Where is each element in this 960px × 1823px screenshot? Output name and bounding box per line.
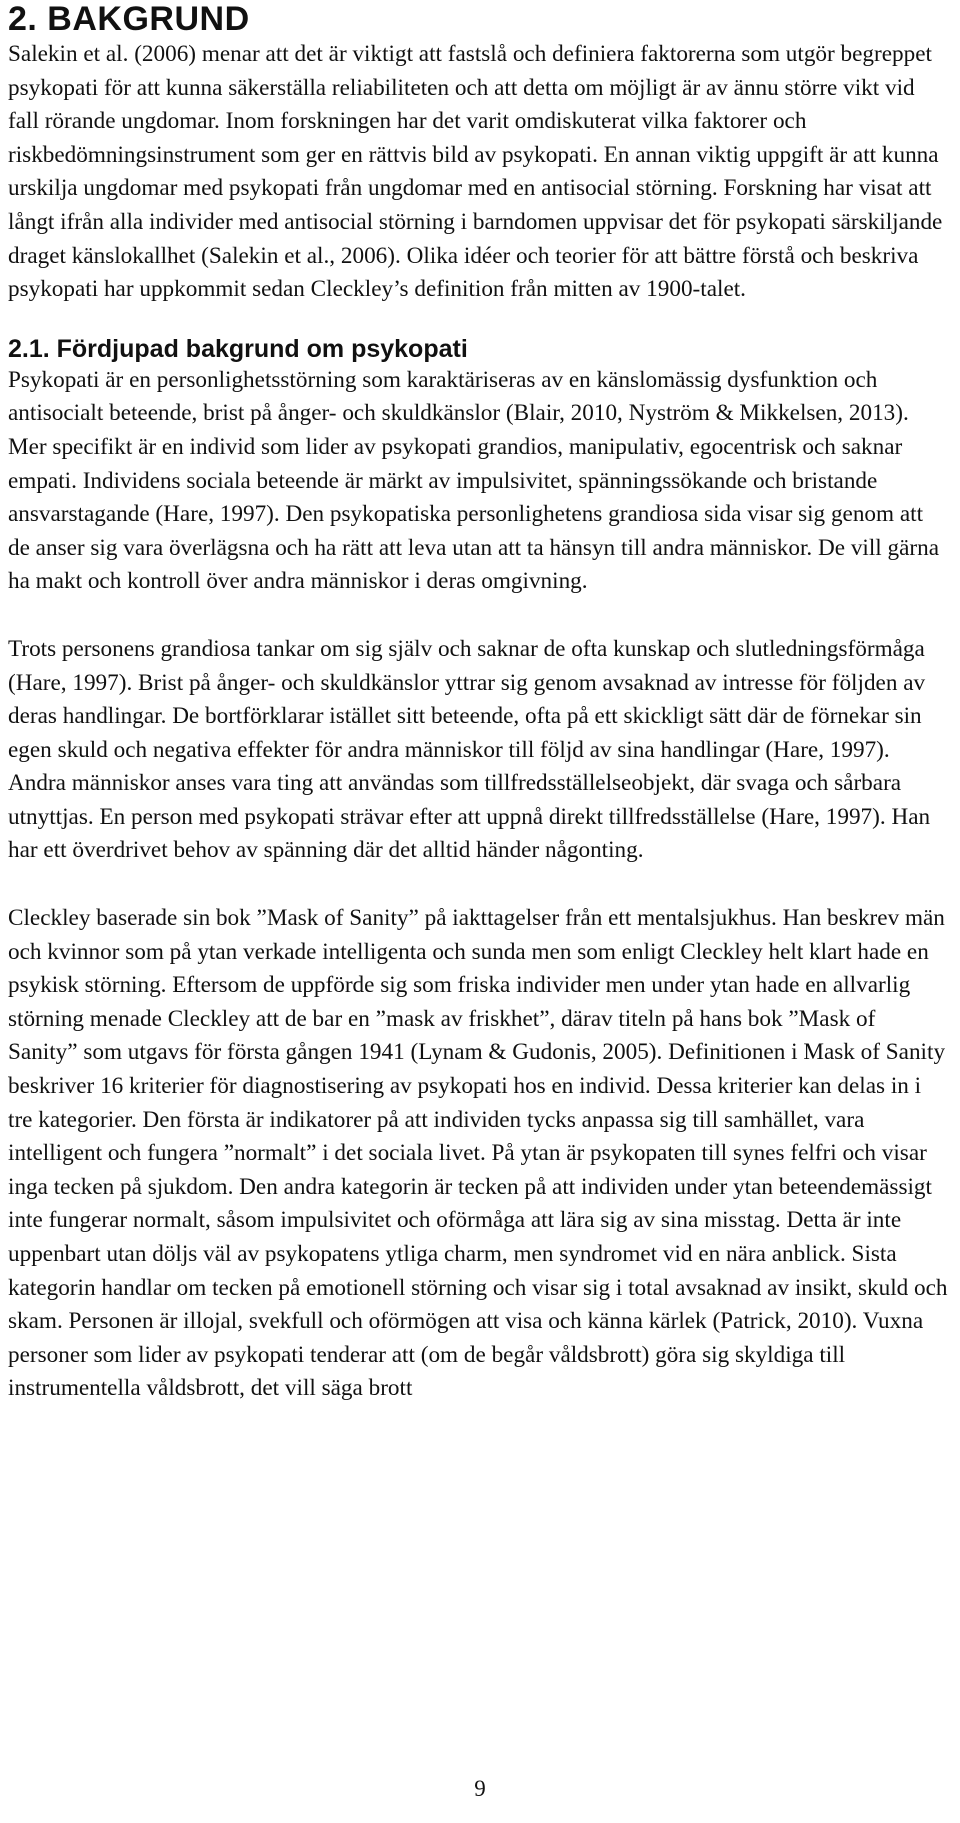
subsection-paragraph-1: Psykopati är en personlighetsstörning som karaktäriseras av en känslomässig dysfunktion och antisocialt beteende, brist på ånger- och skuldkänslor (Blair, 2010, Nyström & Mikkelsen, 2013). Mer specifikt är en individ som lider av psykopati grandios, manipulativ, egocentrisk och saknar empati. Individens sociala beteende är märkt av impulsivitet, spänningssökande och bristande ansvarstagande (Hare, 1997). Den psykopatiska personlighetens grandiosa sida visar sig genom att de anser sig vara överlägsna och ha rätt att leva utan att ta hänsyn till andra människor. De vill gärna ha makt och kontroll över andra människor i deras omgivning. — [8, 366, 940, 595]
spacer — [8, 599, 948, 633]
subsection-paragraph-3: Cleckley baserade sin bok ”Mask of Sanity” på iakttagelser från ett mentalsjukhus. Han beskrev män och kvinnor som på ytan verkade intelligenta och sunda men som enligt Cleckley helt klart hade en psykisk störning. Eftersom de uppförde sig som friska individer men under ytan hade en allvarlig störning menade Cleckley att de bar en ”mask av friskhet”, därav titeln på hans bok ”Mask of Sanity” som utgavs för första gången 1941 (Lynam & Gudonis, 2005). Definitionen i Mask of Sanity beskriver 16 kriterier för diagnostisering av psykopati hos en individ. Dessa kriterier kan delas in i tre kategorier. Den första är indikatorer på att individen tycks anpassa sig till samhället, vara intelligent och fungera ”normalt” i det sociala livet. På ytan är psykopaten till synes felfri och visar inga tecken på sjukdom. Den andra kategorin är tecken på att individen under ytan beteendemässigt inte fungerar normalt, såsom impulsivitet och oförmåga att lära sig av sina misstag. Detta är inte uppenbart utan döljs väl av psykopatens ytliga charm, men syndromet vid en nära anblick. Sista kategorin handlar om tecken på emotionell störning och visar sig i total avsaknad av insikt, skuld och skam. Personen är illojal, svekfull och oförmögen att visa och känna kärlek (Patrick, 2010). Vuxna personer som lider av psykopati tenderar att (om de begår våldsbrott) göra sig skyldiga till instrumentella våldsbrott, det vill säga brott — [8, 905, 948, 1402]
spacer — [8, 307, 948, 334]
subsection-heading: 2.1. Fördjupad bakgrund om psykopati — [8, 334, 468, 363]
document-page — [8, 0, 948, 1406]
spacer — [8, 868, 948, 902]
page-number: 9 — [474, 1776, 486, 1801]
section-paragraph: Salekin et al. (2006) menar att det är viktigt att fastslå och definiera faktorerna som utgör begreppet psykopati för att kunna säkerställa reliabiliteten och att detta om möjligt är av ännu större vikt vid fall rörande ungdomar. Inom forskningen har det varit omdiskuterat vilka faktorer och riskbedömningsinstrument som ger en rättvis bild av psykopati. En annan viktig uppgift är att kunna urskilja ungdomar med psykopati från ungdomar med en antisocial störning. Forskning har visat att långt ifrån alla individer med antisocial störning i barndomen uppvisar det för psykopati särskiljande draget känslokallhet (Salekin et al., 2006). Olika idéer och teorier för att bättre förstå och beskriva psykopati har uppkommit sedan Cleckley’s definition från mitten av 1900-talet. — [8, 41, 943, 303]
subsection-paragraph-2: Trots personens grandiosa tankar om sig själv och saknar de ofta kunskap och slutledningsförmåga (Hare, 1997). Brist på ånger- och skuldkänslor yttrar sig genom avsaknad av intresse för följden av deras handlingar. De bortförklarar istället sitt beteende, ofta på ett skickligt sätt där de förnekar sin egen skuld och negativa effekter för andra människor till följd av sina handlingar (Hare, 1997). Andra människor anses vara ting att användas som tillfredsställelseobjekt, där svaga och sårbara utnyttjas. En person med psykopati strävar efter att uppnå direkt tillfredsställelse (Hare, 1997). Han har ett överdrivet behov av spänning där det alltid händer någonting. — [8, 635, 931, 864]
section-heading: 2. BAKGRUND — [8, 0, 250, 38]
